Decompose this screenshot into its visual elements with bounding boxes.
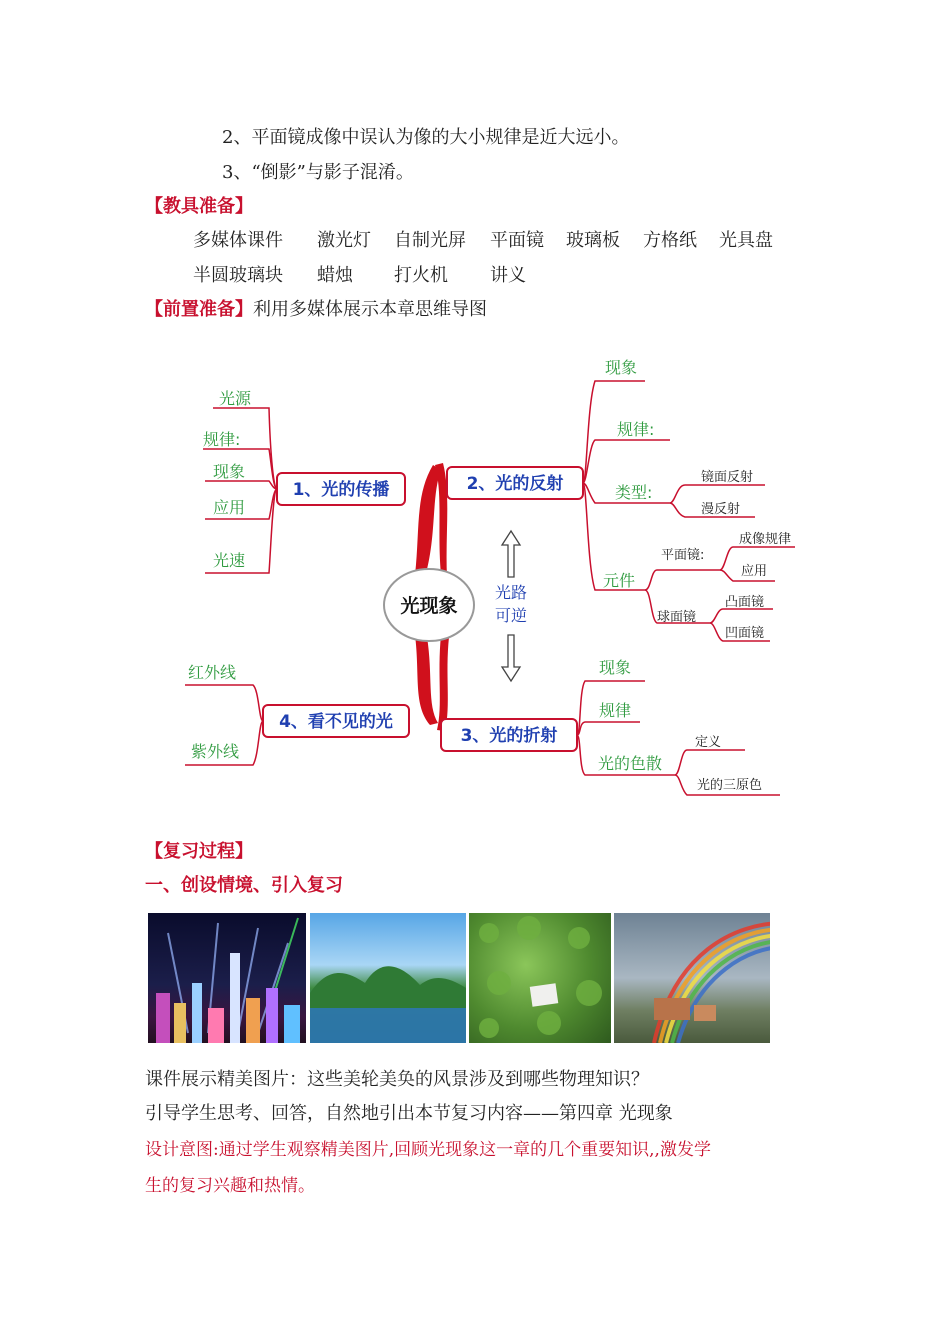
dispersion-item: 光的三原色 [697,778,763,793]
dispersion-item: 定义 [695,735,722,750]
equipment-item: 打火机 [394,265,448,286]
equipment-item: 讲义 [490,265,526,286]
reversible-label-2: 可逆 [494,606,528,625]
equipment-item: 方格纸 [643,230,697,251]
sphere-mirror-label: 球面镜 [657,610,697,625]
mind-map [175,345,795,815]
center-label: 光现象 [400,595,458,617]
equipment-item: 自制光屏 [394,230,466,251]
reflection-type: 漫反射 [701,502,741,517]
body-line-1: 课件展示精美图片：这些美轮美奂的风景涉及到哪些物理知识？ [145,1069,649,1090]
section-heading: 一、创设情境、引入复习 [145,875,343,896]
prep-text: 利用多媒体展示本章思维导图 [253,299,487,320]
branch1-item: 光源 [219,389,252,408]
leaf-shadow-photo [469,913,611,1043]
plane-mirror-item: 成像规律 [739,532,792,547]
sphere-mirror-item: 凹面镜 [725,626,765,641]
branch3-item: 现象 [599,658,632,677]
reversible-label-1: 光路 [494,583,528,602]
branch3-item: 规律 [599,701,632,720]
sphere-mirror-item: 凸面镜 [725,595,765,610]
prep-line [145,298,487,322]
review-heading: 【复习过程】 [145,841,253,862]
reflection-type: 镜面反射 [701,470,754,485]
error-item-3: 3、“倒影”与影子混淆。 [222,162,414,183]
equipment-heading: 【教具准备】 [145,196,253,217]
branch2-item: 元件 [603,571,636,590]
branch1-title: 1、光的传播 [292,480,390,500]
branch2-item: 类型: [615,483,653,502]
equipment-item: 半圆玻璃块 [193,265,283,286]
plane-mirror-label: 平面镜: [661,548,705,563]
branch4-item: 红外线 [188,663,237,682]
prep-heading: 【前置准备】 [145,299,253,320]
equipment-item: 激光灯 [317,230,371,251]
city-lights-photo [148,913,306,1043]
branch2-item: 规律: [617,420,655,439]
body-line-2: 引导学生思考、回答，自然地引出本节复习内容——第四章 光现象 [145,1103,673,1124]
error-item-2: 2、平面镜成像中误认为像的大小规律是近大远小。 [222,127,630,148]
equipment-item: 蜡烛 [317,265,353,286]
branch1-item: 应用 [213,498,246,517]
branch-invisible-light [185,663,409,765]
branch1-item: 规律: [203,430,241,449]
equipment-item: 光具盘 [719,230,773,251]
branch2-item: 现象 [605,358,638,377]
branch2-title: 2、光的反射 [466,474,564,494]
equipment-item: 多媒体课件 [193,230,283,251]
branch4-item: 紫外线 [191,742,240,761]
branch1-item: 光速 [213,551,246,570]
branch-light-refraction [441,658,780,795]
branch3-title: 3、光的折射 [460,726,558,746]
branch3-item: 光的色散 [598,754,663,773]
branch4-title: 4、看不见的光 [279,712,393,732]
river-landscape-photo [310,913,466,1043]
rainbow-photo [614,913,770,1043]
design-intent-line-2: 生的复习兴趣和热情。 [145,1176,315,1196]
branch-light-propagation [203,389,405,573]
design-intent-line-1: 设计意图:通过学生观察精美图片,回顾光现象这一章的几个重要知识,,激发学 [145,1140,711,1160]
equipment-item: 玻璃板 [566,230,620,251]
equipment-item: 平面镜 [490,230,544,251]
plane-mirror-item: 应用 [741,564,768,579]
branch1-item: 现象 [213,462,246,481]
